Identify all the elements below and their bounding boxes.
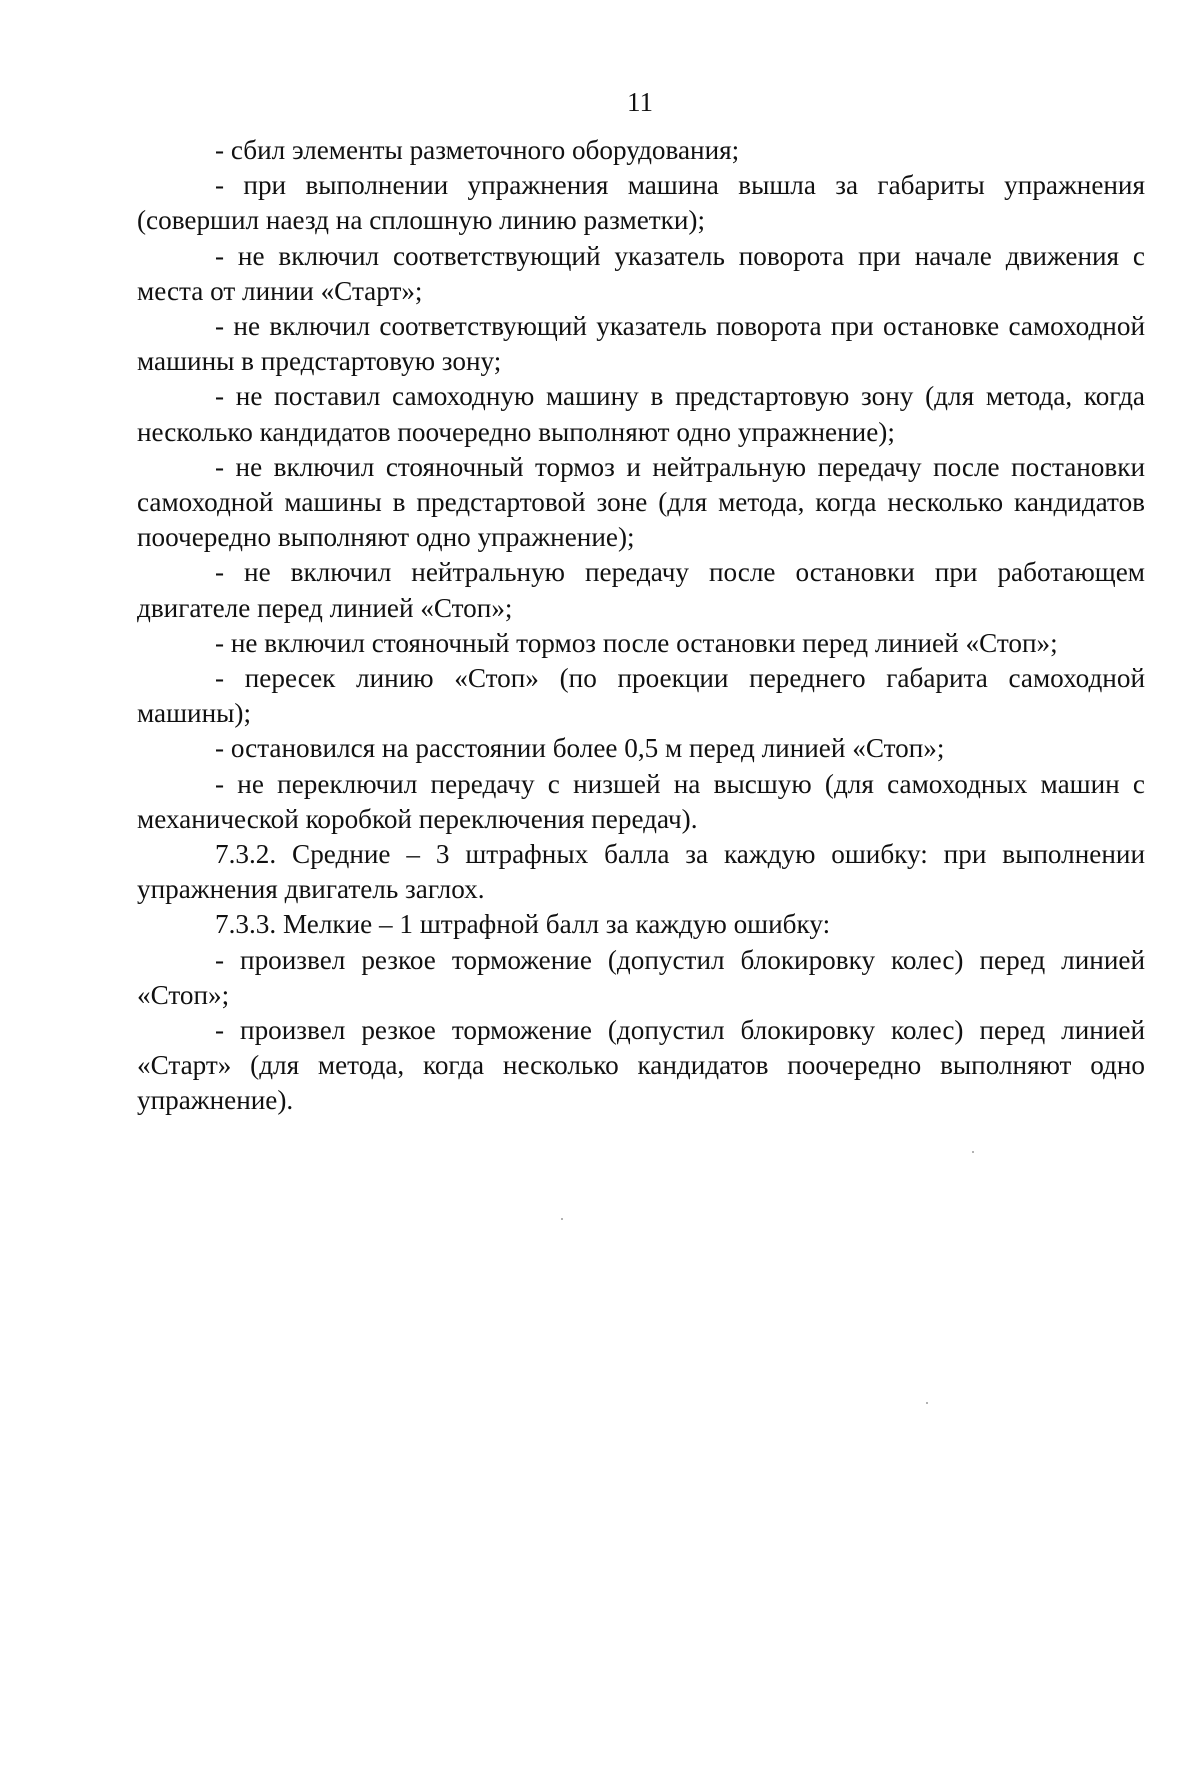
section-paragraph: 7.3.3. Мелкие – 1 штрафной балл за каждую ошибку:	[215, 909, 831, 940]
scan-speck	[972, 1151, 974, 1153]
scan-speck	[561, 1218, 563, 1220]
list-item: - не включил соответствующий указатель поворота при начале движения с места от линии «Старт»;	[137, 240, 1145, 306]
list-item: - остановился на расстоянии более 0,5 м перед линией «Стоп»;	[215, 733, 945, 764]
scan-speck	[926, 1402, 928, 1404]
list-item: - не включил стояночный тормоз после остановки перед линией «Стоп»;	[215, 627, 1058, 658]
list-item: - не переключил передачу с низшей на высшую (для самоходных машин с механической коробкой переключения передач).	[137, 768, 1145, 834]
list-item: - произвел резкое торможение (допустил блокировку колес) перед линией «Старт» (для метода, когда несколько кандидатов поочередно выполняют одно упражнение).	[137, 1015, 1145, 1116]
list-item: - произвел резкое торможение (допустил блокировку колес) перед линией «Стоп»;	[137, 944, 1145, 1010]
list-item: - не включил нейтральную передачу после остановки при работающем двигателе перед линией «Стоп»;	[137, 557, 1145, 623]
list-item: - сбил элементы разметочного оборудования;	[215, 135, 740, 165]
list-item: - при выполнении упражнения машина вышла за габариты упражнения (совершил наезд на сплошную линию разметки);	[137, 170, 1145, 236]
list-item: - не поставил самоходную машину в предстартовую зону (для метода, когда несколько кандидатов поочередно выполняют одно упражнение);	[137, 381, 1145, 447]
page-number: 11	[627, 87, 653, 117]
list-item: - не включил соответствующий указатель поворота при остановке самоходной машины в предстартовую зону;	[137, 311, 1145, 377]
document-body	[137, 133, 1145, 1119]
list-item: - пересек линию «Стоп» (по проекции переднего габарита самоходной машины);	[137, 663, 1145, 729]
list-item: - не включил стояночный тормоз и нейтральную передачу после постановки самоходной машины в предстартовой зоне (для метода, когда несколько кандидатов поочередно выполняют одно упражнение);	[137, 451, 1145, 553]
section-paragraph: 7.3.2. Средние – 3 штрафных балла за каждую ошибку: при выполнении упражнения двигатель заглох.	[137, 839, 1145, 905]
